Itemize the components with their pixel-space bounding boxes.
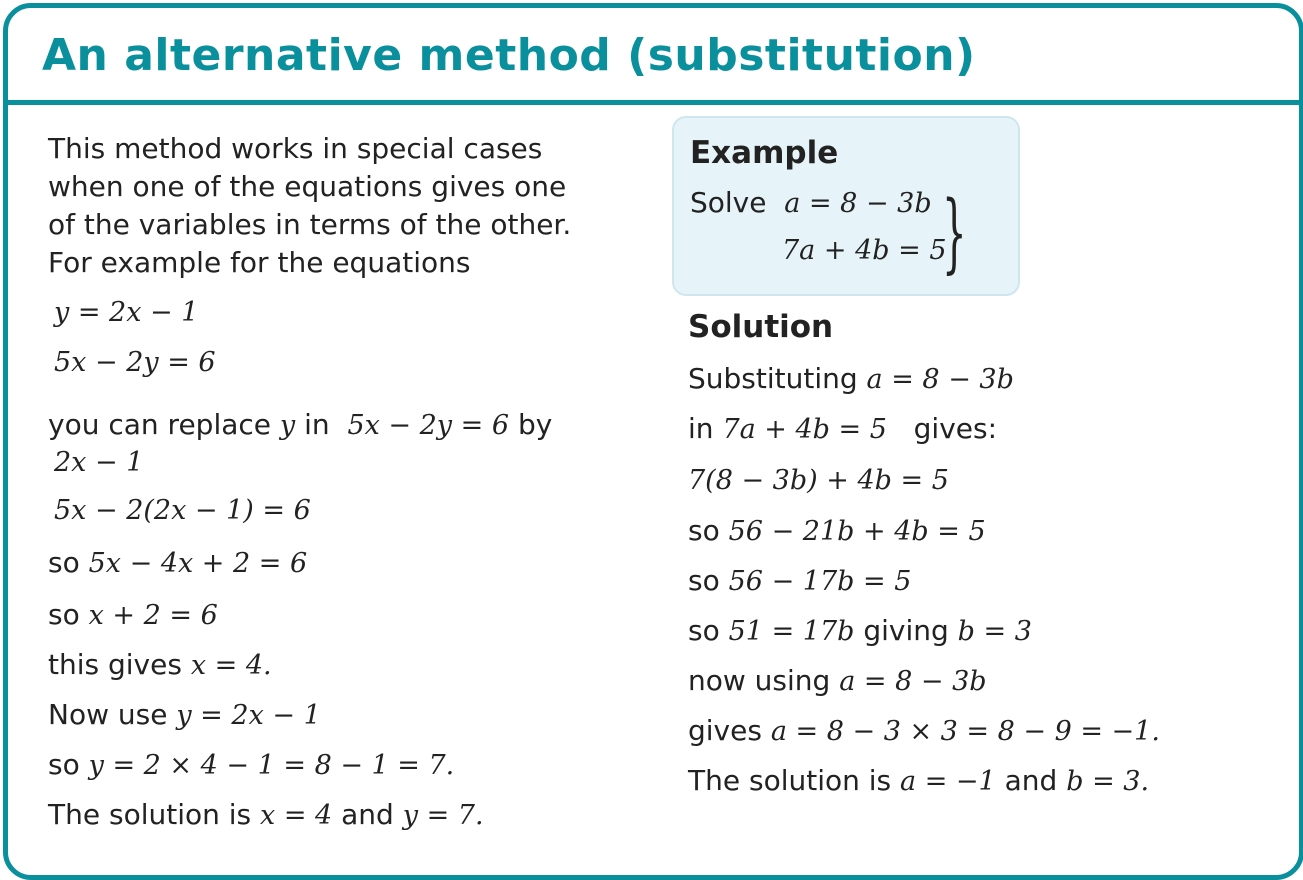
- step-4-line: [48, 746, 454, 785]
- so-label: so: [48, 546, 80, 579]
- subst-text: Substituting: [688, 362, 858, 395]
- subst-line: [688, 360, 1014, 399]
- solution-text: The solution is: [48, 798, 252, 831]
- solution-step-1: 7(8 − 3b) + 4b = 5: [688, 465, 949, 496]
- intro-line-2: when one of the equations gives one: [48, 170, 567, 203]
- replace-text-c: by: [517, 408, 553, 441]
- intro-line-3: of the variables in terms of the other.: [48, 208, 572, 241]
- final-a: a = −1: [900, 766, 996, 797]
- solution-y: y = 7.: [402, 800, 484, 831]
- intro-line-4: For example for the equations: [48, 246, 471, 279]
- gives-text: this gives: [48, 648, 182, 681]
- so-label: so: [688, 564, 720, 597]
- title-bar: [8, 8, 1299, 105]
- so-label: so: [688, 514, 720, 547]
- so-label: so: [48, 598, 80, 631]
- solve-label: Solve: [690, 186, 767, 219]
- step-1: 5x − 2(2x − 1) = 6: [54, 495, 311, 526]
- final-b: b = 3.: [1066, 766, 1150, 797]
- now-use-equation: y = 2x − 1: [176, 700, 321, 731]
- example-heading: Example: [690, 135, 839, 171]
- equation-2: 5x − 2y = 6: [54, 347, 216, 378]
- solution-step-2-line: [688, 512, 986, 551]
- solution-b: b = 3: [957, 616, 1032, 647]
- in-equation: 7a + 4b = 5: [722, 414, 887, 445]
- step-3-line: [48, 596, 218, 635]
- gives-line: [48, 646, 272, 685]
- in-text: in: [688, 412, 714, 445]
- solution-heading: Solution: [688, 309, 834, 345]
- subst-equation: a = 8 − 3b: [866, 364, 1014, 395]
- gives2-line: [688, 712, 1160, 751]
- intro-line-1: This method works in special cases: [48, 132, 543, 165]
- brace-icon: }: [942, 183, 967, 283]
- now-using-text: now using: [688, 664, 831, 697]
- solution-step-5: a = 8 − 3 × 3 = 8 − 9 = −1.: [770, 716, 1160, 747]
- so-label: so: [48, 748, 80, 781]
- example-solve-line: [690, 184, 932, 223]
- now-using-equation: a = 8 − 3b: [839, 666, 987, 697]
- step-2-line: [48, 544, 307, 583]
- gives-text: gives:: [913, 412, 998, 445]
- now-using-line: [688, 662, 987, 701]
- gives2-text: gives: [688, 714, 762, 747]
- solution-line: [48, 796, 484, 835]
- step-2: 5x − 4x + 2 = 6: [88, 548, 308, 579]
- now-use-text: Now use: [48, 698, 168, 731]
- replace-var: y: [279, 410, 296, 441]
- gives-equation: x = 4.: [190, 650, 272, 681]
- example-equation-1: a = 8 − 3b: [784, 188, 932, 219]
- replace-by: 2x − 1: [54, 447, 144, 478]
- solution-step-3-line: [688, 562, 911, 601]
- example-box: [672, 116, 1020, 296]
- replace-equation: 5x − 2y = 6: [347, 410, 510, 441]
- step-4: y = 2 × 4 − 1 = 8 − 1 = 7.: [88, 750, 455, 781]
- solution-step-4: 51 = 17b: [728, 616, 855, 647]
- replace-text-b: in: [304, 408, 330, 441]
- giving-text: giving: [863, 614, 949, 647]
- in-line: [688, 410, 997, 449]
- page-title: An alternative method (substitution): [42, 30, 976, 81]
- equation-1: y = 2x − 1: [54, 297, 199, 328]
- example-equation-2: 7a + 4b = 5: [782, 235, 947, 266]
- solution-x: x = 4: [260, 800, 333, 831]
- so-label: so: [688, 614, 720, 647]
- solution-and: and: [341, 798, 394, 831]
- now-use-line: [48, 696, 321, 735]
- solution-step-4-line: [688, 612, 1032, 651]
- final-text: The solution is: [688, 764, 892, 797]
- final-and: and: [1004, 764, 1058, 797]
- final-line: [688, 762, 1149, 801]
- content-frame: [3, 3, 1303, 880]
- solution-step-2: 56 − 21b + 4b = 5: [728, 516, 986, 547]
- step-3: x + 2 = 6: [88, 600, 218, 631]
- replace-line: [48, 406, 552, 445]
- solution-step-3: 56 − 17b = 5: [728, 566, 912, 597]
- replace-text-a: you can replace: [48, 408, 272, 441]
